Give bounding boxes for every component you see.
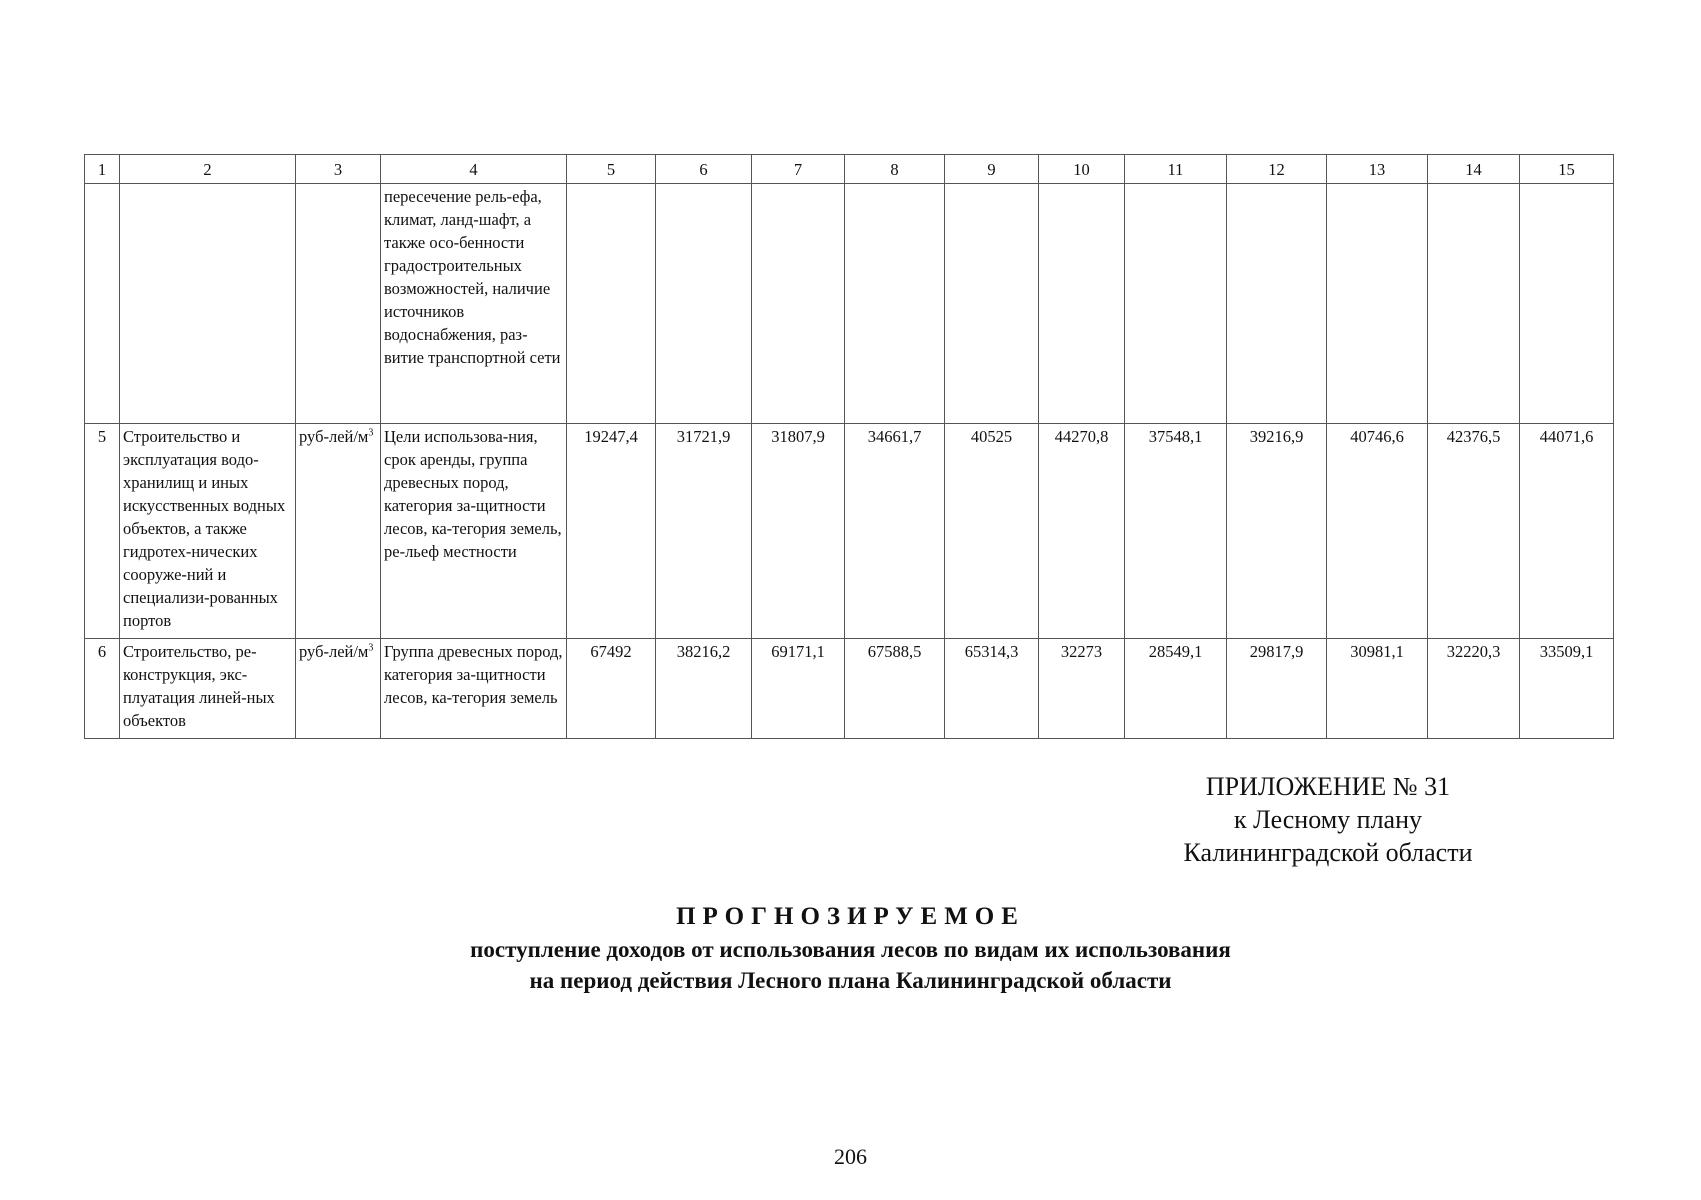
- table-row: [85, 639, 1614, 739]
- unit-text: руб-лей/м: [299, 427, 369, 446]
- column-header: 2: [120, 155, 296, 184]
- appendix-label: [1178, 770, 1478, 869]
- column-header: 15: [1520, 155, 1614, 184]
- cell: [945, 184, 1039, 424]
- title-subline: поступление доходов от использования лесов по видам их использования: [470, 937, 1231, 962]
- cell: [296, 184, 381, 424]
- cell: [1327, 184, 1428, 424]
- unit-cell: [296, 424, 381, 639]
- appendix-line: ПРИЛОЖЕНИЕ № 31: [1205, 772, 1451, 801]
- title-heading: ПРОГНОЗИРУЕМОЕ: [676, 903, 1025, 930]
- cell: [120, 184, 296, 424]
- value-cell: 31807,9: [752, 424, 845, 639]
- unit-superscript: 3: [368, 642, 374, 654]
- cell: [1125, 184, 1227, 424]
- unit-cell: [296, 639, 381, 739]
- column-header: 9: [945, 155, 1039, 184]
- section-title: [0, 900, 1701, 996]
- value-cell: 42376,5: [1428, 424, 1520, 639]
- value-cell: 40746,6: [1327, 424, 1428, 639]
- value-cell: 28549,1: [1125, 639, 1227, 739]
- column-header: 10: [1039, 155, 1125, 184]
- cell: [1039, 184, 1125, 424]
- factors-cell: Цели использова-ния, срок аренды, группа древесных пород, категория за-щитности лесов, ка-тегория земель, ре-льеф местности: [381, 424, 567, 639]
- table-row-continued: [85, 184, 1614, 424]
- value-cell: 40525: [945, 424, 1039, 639]
- value-cell: 31721,9: [656, 424, 752, 639]
- row-index: 6: [85, 639, 120, 739]
- table-header-row: [85, 155, 1614, 184]
- value-cell: 67492: [567, 639, 656, 739]
- unit-text: руб-лей/м: [299, 642, 369, 661]
- value-cell: 34661,7: [845, 424, 945, 639]
- value-cell: 32273: [1039, 639, 1125, 739]
- column-header: 14: [1428, 155, 1520, 184]
- value-cell: 30981,1: [1327, 639, 1428, 739]
- page-number: 206: [834, 1144, 867, 1169]
- factors-cell: пересечение рель-ефа, климат, ланд-шафт, а также осо-бенности градостроительных возможностей, наличие источников водоснабжения, раз-витие транспортной сети: [381, 184, 567, 424]
- column-header: 11: [1125, 155, 1227, 184]
- value-cell: 69171,1: [752, 639, 845, 739]
- use-type-cell: Строительство, ре-конструкция, экс-плуатация линей-ных объектов: [120, 639, 296, 739]
- value-cell: 39216,9: [1227, 424, 1327, 639]
- value-cell: 44270,8: [1039, 424, 1125, 639]
- column-header: 13: [1327, 155, 1428, 184]
- cell: [567, 184, 656, 424]
- value-cell: 67588,5: [845, 639, 945, 739]
- cell: [752, 184, 845, 424]
- cell: [85, 184, 120, 424]
- column-header: 7: [752, 155, 845, 184]
- value-cell: 44071,6: [1520, 424, 1614, 639]
- appendix-line: к Лесному плану: [1233, 805, 1423, 834]
- column-header: 1: [85, 155, 120, 184]
- cell: [1520, 184, 1614, 424]
- value-cell: 65314,3: [945, 639, 1039, 739]
- value-cell: 29817,9: [1227, 639, 1327, 739]
- value-cell: 38216,2: [656, 639, 752, 739]
- cell: [845, 184, 945, 424]
- column-header: 3: [296, 155, 381, 184]
- cell: [656, 184, 752, 424]
- revenue-table: [84, 154, 1614, 739]
- title-subline: на период действия Лесного плана Калининградской области: [529, 968, 1172, 993]
- column-header: 6: [656, 155, 752, 184]
- cell: [1428, 184, 1520, 424]
- cell: [1227, 184, 1327, 424]
- use-type-cell: Строительство и эксплуатация водо-хранилищ и иных искусственных водных объектов, а также гидротех-нических сооруже-ний и специализи-рованных портов: [120, 424, 296, 639]
- column-header: 4: [381, 155, 567, 184]
- table-row: [85, 424, 1614, 639]
- factors-cell: Группа древесных пород, категория за-щитности лесов, ка-тегория земель: [381, 639, 567, 739]
- appendix-line: Калининградской области: [1183, 838, 1473, 867]
- column-header: 12: [1227, 155, 1327, 184]
- value-cell: 37548,1: [1125, 424, 1227, 639]
- unit-superscript: 3: [368, 427, 374, 439]
- column-header: 5: [567, 155, 656, 184]
- column-header: 8: [845, 155, 945, 184]
- value-cell: 32220,3: [1428, 639, 1520, 739]
- value-cell: 33509,1: [1520, 639, 1614, 739]
- value-cell: 19247,4: [567, 424, 656, 639]
- row-index: 5: [85, 424, 120, 639]
